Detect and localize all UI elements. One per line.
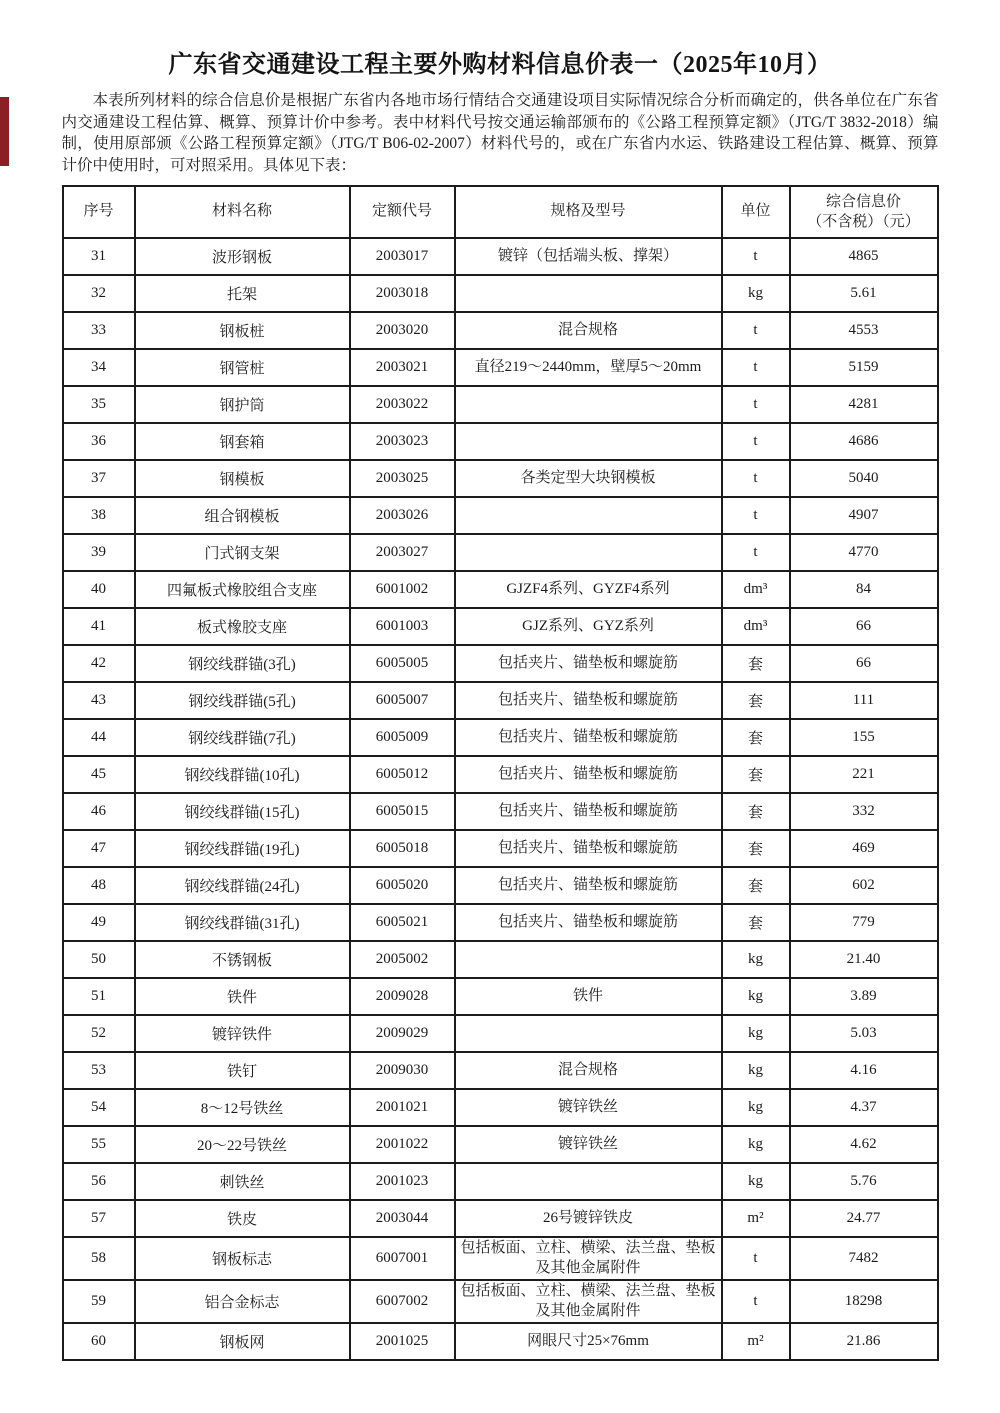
cell-material-name: 20～22号铁丝 (135, 1126, 350, 1163)
cell-material-name: 刺铁丝 (135, 1163, 350, 1200)
cell-price: 5159 (790, 349, 938, 386)
cell-serial-number: 49 (63, 904, 135, 941)
cell-material-name: 钢绞线群锚(3孔) (135, 645, 350, 682)
table-row (63, 1200, 938, 1237)
cell-price: 4770 (790, 534, 938, 571)
cell-unit: 套 (722, 830, 790, 867)
cell-material-name: 钢绞线群锚(19孔) (135, 830, 350, 867)
cell-serial-number: 56 (63, 1163, 135, 1200)
cell-serial-number: 34 (63, 349, 135, 386)
table-body (63, 238, 938, 1360)
cell-quota-code: 2009028 (350, 978, 455, 1015)
cell-quota-code: 2003017 (350, 238, 455, 275)
cell-spec-model: GJZF4系列、GYZF4系列 (455, 571, 722, 608)
cell-unit: m² (722, 1200, 790, 1237)
cell-price: 5.61 (790, 275, 938, 312)
cell-unit: 套 (722, 867, 790, 904)
cell-quota-code: 6005005 (350, 645, 455, 682)
cell-unit: kg (722, 978, 790, 1015)
table-row (63, 941, 938, 978)
cell-quota-code: 6005012 (350, 756, 455, 793)
cell-quota-code: 2003023 (350, 423, 455, 460)
header-spec-model: 规格及型号 (455, 186, 722, 238)
cell-unit: kg (722, 1089, 790, 1126)
cell-serial-number: 40 (63, 571, 135, 608)
table-row (63, 1237, 938, 1280)
cell-serial-number: 44 (63, 719, 135, 756)
cell-spec-model: 26号镀锌铁皮 (455, 1200, 722, 1237)
cell-material-name: 托架 (135, 275, 350, 312)
cell-unit: m² (722, 1323, 790, 1360)
table-row (63, 978, 938, 1015)
cell-quota-code: 2001022 (350, 1126, 455, 1163)
cell-material-name: 钢绞线群锚(10孔) (135, 756, 350, 793)
cell-unit: t (722, 1280, 790, 1323)
table-row (63, 682, 938, 719)
cell-spec-model: 各类定型大块钢模板 (455, 460, 722, 497)
cell-quota-code: 2003022 (350, 386, 455, 423)
left-edge-red-mark (0, 97, 9, 166)
cell-unit: kg (722, 1126, 790, 1163)
cell-quota-code: 6005015 (350, 793, 455, 830)
cell-price: 5.03 (790, 1015, 938, 1052)
cell-material-name: 钢套箱 (135, 423, 350, 460)
cell-spec-model (455, 1015, 722, 1052)
cell-material-name: 板式橡胶支座 (135, 608, 350, 645)
cell-unit: kg (722, 275, 790, 312)
table-header-row (63, 186, 938, 238)
cell-unit: 套 (722, 645, 790, 682)
table-row (63, 904, 938, 941)
cell-spec-model (455, 941, 722, 978)
cell-unit: kg (722, 1163, 790, 1200)
cell-serial-number: 36 (63, 423, 135, 460)
cell-material-name: 组合钢模板 (135, 497, 350, 534)
cell-material-name: 8～12号铁丝 (135, 1089, 350, 1126)
cell-serial-number: 58 (63, 1237, 135, 1280)
cell-material-name: 镀锌铁件 (135, 1015, 350, 1052)
cell-material-name: 铝合金标志 (135, 1280, 350, 1323)
cell-quota-code: 6005021 (350, 904, 455, 941)
cell-price: 332 (790, 793, 938, 830)
cell-spec-model: 直径219～2440mm，壁厚5～20mm (455, 349, 722, 386)
table-row (63, 793, 938, 830)
table-row (63, 756, 938, 793)
cell-spec-model: 网眼尺寸25×76mm (455, 1323, 722, 1360)
cell-price: 21.40 (790, 941, 938, 978)
cell-serial-number: 47 (63, 830, 135, 867)
cell-unit: dm³ (722, 571, 790, 608)
cell-price: 4281 (790, 386, 938, 423)
cell-serial-number: 55 (63, 1126, 135, 1163)
cell-unit: t (722, 534, 790, 571)
cell-serial-number: 35 (63, 386, 135, 423)
cell-material-name: 钢绞线群锚(31孔) (135, 904, 350, 941)
cell-unit: t (722, 238, 790, 275)
cell-spec-model: 铁件 (455, 978, 722, 1015)
intro-paragraph: 本表所列材料的综合信息价是根据广东省内各地市场行情结合交通建设项目实际情况综合分析而确定的，供各单位在广东省内交通建设工程估算、概算、预算计价中参考。表中材料代号按交通运输部颁布的《公路工程预算定额》（JTG/T 3832-2018）编制，使用原部颁《公路工程预算定额》（JTG/T B06-02-2007）材料代号的，或在广东省内水运、铁路建设工程估算、概算、预算计价中使用时，可对照采用。具体见下表： (61, 92, 939, 174)
cell-quota-code: 2003027 (350, 534, 455, 571)
cell-material-name: 钢绞线群锚(7孔) (135, 719, 350, 756)
cell-quota-code: 2003020 (350, 312, 455, 349)
table-row (63, 1015, 938, 1052)
cell-material-name: 铁皮 (135, 1200, 350, 1237)
cell-price: 221 (790, 756, 938, 793)
cell-quota-code: 2001025 (350, 1323, 455, 1360)
cell-spec-model: 包括夹片、锚垫板和螺旋筋 (455, 904, 722, 941)
cell-material-name: 四氟板式橡胶组合支座 (135, 571, 350, 608)
cell-material-name: 钢模板 (135, 460, 350, 497)
cell-unit: dm³ (722, 608, 790, 645)
cell-price: 4865 (790, 238, 938, 275)
table-row (63, 349, 938, 386)
table-row (63, 1052, 938, 1089)
cell-quota-code: 6007001 (350, 1237, 455, 1280)
cell-quota-code: 2003018 (350, 275, 455, 312)
cell-price: 779 (790, 904, 938, 941)
cell-quota-code: 2001021 (350, 1089, 455, 1126)
cell-serial-number: 37 (63, 460, 135, 497)
cell-unit: kg (722, 941, 790, 978)
cell-price: 4907 (790, 497, 938, 534)
cell-serial-number: 33 (63, 312, 135, 349)
cell-serial-number: 48 (63, 867, 135, 904)
cell-price: 4686 (790, 423, 938, 460)
cell-material-name: 钢绞线群锚(15孔) (135, 793, 350, 830)
page-title: 广东省交通建设工程主要外购材料信息价表一（2025年10月） (168, 52, 832, 78)
cell-spec-model: 混合规格 (455, 1052, 722, 1089)
cell-quota-code: 6007002 (350, 1280, 455, 1323)
cell-unit: t (722, 497, 790, 534)
cell-material-name: 不锈钢板 (135, 941, 350, 978)
cell-spec-model: 包括板面、立柱、横梁、法兰盘、垫板及其他金属附件 (455, 1280, 722, 1323)
table-row (63, 275, 938, 312)
cell-unit: 套 (722, 719, 790, 756)
cell-material-name: 波形钢板 (135, 238, 350, 275)
table-row (63, 1280, 938, 1323)
table-row (63, 1126, 938, 1163)
cell-serial-number: 31 (63, 238, 135, 275)
cell-spec-model: GJZ系列、GYZ系列 (455, 608, 722, 645)
cell-price: 4553 (790, 312, 938, 349)
table-row (63, 238, 938, 275)
cell-serial-number: 59 (63, 1280, 135, 1323)
cell-price: 66 (790, 645, 938, 682)
cell-serial-number: 53 (63, 1052, 135, 1089)
cell-unit: kg (722, 1052, 790, 1089)
cell-unit: 套 (722, 793, 790, 830)
cell-serial-number: 32 (63, 275, 135, 312)
cell-quota-code: 6005018 (350, 830, 455, 867)
table-row (63, 423, 938, 460)
cell-spec-model (455, 1163, 722, 1200)
cell-spec-model: 包括夹片、锚垫板和螺旋筋 (455, 682, 722, 719)
cell-spec-model: 包括夹片、锚垫板和螺旋筋 (455, 830, 722, 867)
cell-material-name: 钢绞线群锚(24孔) (135, 867, 350, 904)
header-material-name: 材料名称 (135, 186, 350, 238)
header-unit: 单位 (722, 186, 790, 238)
cell-serial-number: 43 (63, 682, 135, 719)
cell-serial-number: 52 (63, 1015, 135, 1052)
table-row (63, 386, 938, 423)
cell-serial-number: 60 (63, 1323, 135, 1360)
cell-spec-model: 包括夹片、锚垫板和螺旋筋 (455, 719, 722, 756)
table-row (63, 571, 938, 608)
table-row (63, 1163, 938, 1200)
cell-spec-model (455, 275, 722, 312)
cell-price: 84 (790, 571, 938, 608)
cell-unit: 套 (722, 904, 790, 941)
table-row (63, 645, 938, 682)
cell-material-name: 钢板网 (135, 1323, 350, 1360)
cell-material-name: 铁钉 (135, 1052, 350, 1089)
cell-material-name: 门式钢支架 (135, 534, 350, 571)
cell-price: 4.16 (790, 1052, 938, 1089)
cell-quota-code: 2009029 (350, 1015, 455, 1052)
cell-spec-model: 包括板面、立柱、横梁、法兰盘、垫板及其他金属附件 (455, 1237, 722, 1280)
cell-serial-number: 45 (63, 756, 135, 793)
cell-price: 18298 (790, 1280, 938, 1323)
cell-spec-model: 包括夹片、锚垫板和螺旋筋 (455, 867, 722, 904)
cell-material-name: 钢管桩 (135, 349, 350, 386)
cell-price: 469 (790, 830, 938, 867)
table-row (63, 1089, 938, 1126)
cell-spec-model: 包括夹片、锚垫板和螺旋筋 (455, 756, 722, 793)
cell-serial-number: 42 (63, 645, 135, 682)
cell-unit: 套 (722, 682, 790, 719)
table-row (63, 867, 938, 904)
cell-price: 111 (790, 682, 938, 719)
cell-material-name: 钢绞线群锚(5孔) (135, 682, 350, 719)
cell-quota-code: 2001023 (350, 1163, 455, 1200)
cell-serial-number: 39 (63, 534, 135, 571)
cell-spec-model: 镀锌（包括端头板、撑架） (455, 238, 722, 275)
cell-spec-model (455, 534, 722, 571)
table-row (63, 1323, 938, 1360)
header-price (790, 186, 938, 238)
cell-price: 24.77 (790, 1200, 938, 1237)
header-quota-code: 定额代号 (350, 186, 455, 238)
cell-spec-model (455, 423, 722, 460)
cell-quota-code: 2005002 (350, 941, 455, 978)
cell-price: 155 (790, 719, 938, 756)
table-row (63, 460, 938, 497)
cell-price: 5040 (790, 460, 938, 497)
cell-price: 3.89 (790, 978, 938, 1015)
cell-material-name: 钢板桩 (135, 312, 350, 349)
cell-quota-code: 2003044 (350, 1200, 455, 1237)
table-row (63, 497, 938, 534)
cell-quota-code: 2003025 (350, 460, 455, 497)
cell-spec-model: 镀锌铁丝 (455, 1089, 722, 1126)
cell-price: 7482 (790, 1237, 938, 1280)
cell-unit: t (722, 349, 790, 386)
cell-price: 66 (790, 608, 938, 645)
cell-quota-code: 6005007 (350, 682, 455, 719)
cell-material-name: 钢板标志 (135, 1237, 350, 1280)
cell-serial-number: 46 (63, 793, 135, 830)
cell-material-name: 钢护筒 (135, 386, 350, 423)
cell-price: 5.76 (790, 1163, 938, 1200)
cell-unit: kg (722, 1015, 790, 1052)
cell-serial-number: 50 (63, 941, 135, 978)
table-row (63, 608, 938, 645)
cell-price: 21.86 (790, 1323, 938, 1360)
cell-unit: t (722, 460, 790, 497)
cell-price: 4.37 (790, 1089, 938, 1126)
cell-serial-number: 57 (63, 1200, 135, 1237)
cell-spec-model (455, 386, 722, 423)
cell-quota-code: 6005009 (350, 719, 455, 756)
cell-quota-code: 2009030 (350, 1052, 455, 1089)
materials-price-table (62, 185, 939, 1361)
cell-unit: t (722, 1237, 790, 1280)
header-serial-number: 序号 (63, 186, 135, 238)
cell-serial-number: 41 (63, 608, 135, 645)
cell-serial-number: 51 (63, 978, 135, 1015)
table-row (63, 534, 938, 571)
cell-spec-model: 包括夹片、锚垫板和螺旋筋 (455, 645, 722, 682)
cell-spec-model: 包括夹片、锚垫板和螺旋筋 (455, 793, 722, 830)
cell-material-name: 铁件 (135, 978, 350, 1015)
cell-quota-code: 6001002 (350, 571, 455, 608)
cell-unit: 套 (722, 756, 790, 793)
cell-quota-code: 6001003 (350, 608, 455, 645)
cell-unit: t (722, 386, 790, 423)
table-row (63, 719, 938, 756)
table-row (63, 830, 938, 867)
cell-price: 602 (790, 867, 938, 904)
header-price-line1: 综合信息价 (825, 193, 901, 210)
cell-quota-code: 6005020 (350, 867, 455, 904)
cell-spec-model: 镀锌铁丝 (455, 1126, 722, 1163)
cell-spec-model: 混合规格 (455, 312, 722, 349)
cell-unit: t (722, 423, 790, 460)
cell-serial-number: 38 (63, 497, 135, 534)
cell-unit: t (722, 312, 790, 349)
table-row (63, 312, 938, 349)
cell-quota-code: 2003021 (350, 349, 455, 386)
cell-serial-number: 54 (63, 1089, 135, 1126)
cell-price: 4.62 (790, 1126, 938, 1163)
header-price-line2: （不含税）（元） (807, 214, 920, 230)
cell-quota-code: 2003026 (350, 497, 455, 534)
cell-spec-model (455, 497, 722, 534)
